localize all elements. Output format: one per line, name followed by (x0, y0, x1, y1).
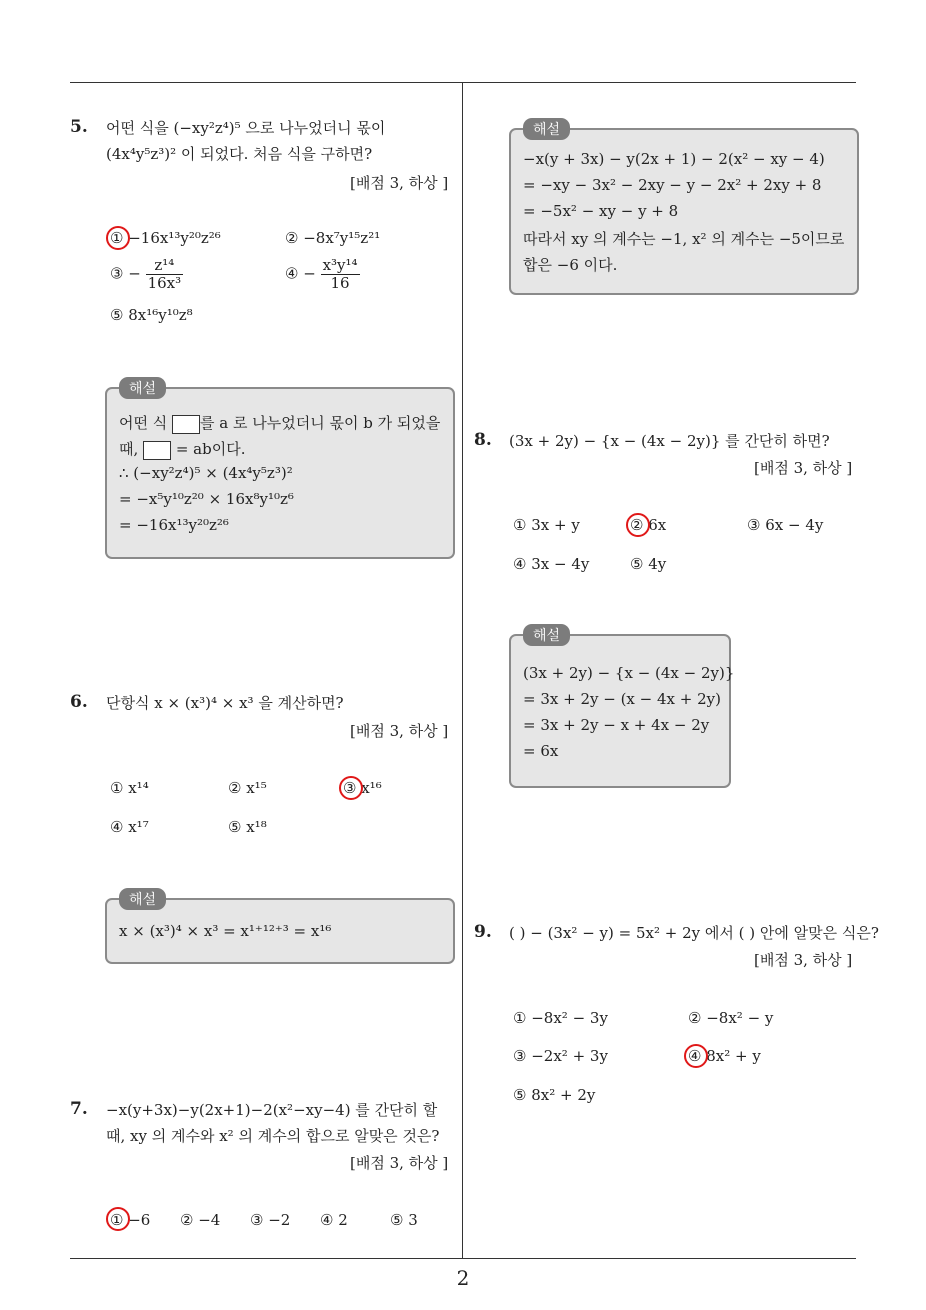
question-8-number: 8. (474, 430, 492, 450)
question-9-number: 9. (474, 922, 492, 942)
q9-choice-3[interactable]: ③ −2x² + 3y (513, 1047, 608, 1065)
q8-choice-3[interactable]: ③ 6x − 4y (747, 516, 824, 534)
q8-sol-line2: = 3x + 2y − (x − 4x + 2y) (523, 690, 721, 708)
q5-solution-tag: 해설 (119, 377, 166, 399)
q6-answer-circle (339, 776, 363, 800)
q7-sol-line3: = −5x² − xy − y + 8 (523, 202, 679, 220)
q6-solution-tag: 해설 (119, 888, 166, 910)
q5-sol-line2-b: = ab이다. (175, 440, 246, 458)
column-divider (462, 83, 463, 1258)
q5-choice-4-fraction (321, 257, 360, 292)
question-9-score: [배점 3, 하상 ] (754, 951, 853, 969)
q6-choice-2[interactable]: ② x¹⁵ (228, 779, 267, 797)
q8-choice-4[interactable]: ④ 3x − 4y (513, 555, 590, 573)
q5-solution-box (105, 387, 455, 559)
q7-sol-line2: = −xy − 3x² − 2xy − y − 2x² + 2xy + 8 (523, 176, 822, 194)
q8-choice-2[interactable]: ② 6x (630, 516, 667, 534)
q5-choice-3[interactable] (110, 257, 183, 292)
q5-choice-4-denominator: 16 (330, 274, 350, 292)
q5-sol-line1 (119, 412, 440, 434)
question-6-text: 단항식 x × (x³)⁴ × x³ 을 계산하면? (106, 694, 344, 712)
q8-sol-line4: = 6x (523, 742, 559, 760)
question-7-score: [배점 3, 하상 ] (350, 1154, 449, 1172)
q9-answer-circle (684, 1044, 708, 1068)
q5-choice-4[interactable] (285, 257, 360, 292)
q7-sol-line1: −x(y + 3x) − y(2x + 1) − 2(x² − xy − 4) (523, 150, 825, 168)
question-8-score: [배점 3, 하상 ] (754, 459, 853, 477)
bottom-rule (70, 1258, 856, 1259)
q5-sol-line2 (119, 438, 245, 460)
q8-choice-5[interactable]: ⑤ 4y (630, 555, 667, 573)
q8-answer-circle (626, 513, 650, 537)
q9-choice-5[interactable]: ⑤ 8x² + 2y (513, 1086, 596, 1104)
q8-solution-box (509, 634, 735, 788)
q7-sol-line5: 합은 −6 이다. (523, 256, 618, 274)
q8-sol-line3: = 3x + 2y − x + 4x − 2y (523, 716, 710, 734)
q8-solution-tag: 해설 (523, 624, 570, 646)
blank-box (172, 415, 200, 434)
q7-choice-1[interactable]: ① −6 (110, 1211, 151, 1229)
q7-choice-3[interactable]: ③ −2 (250, 1211, 291, 1229)
q5-choice-3-numerator: z¹⁴ (146, 257, 184, 275)
question-7-number: 7. (70, 1099, 88, 1119)
q5-choice-4-prefix: ④ − (285, 264, 316, 283)
q7-choice-2[interactable]: ② −4 (180, 1211, 221, 1229)
q5-choice-3-prefix: ③ − (110, 264, 141, 283)
question-8-text: (3x + 2y) − {x − (4x − 2y)} 를 간단히 하면? (509, 432, 830, 450)
q5-choice-4-numerator: x³y¹⁴ (322, 256, 358, 274)
question-7-text-line1: −x(y+3x)−y(2x+1)−2(x²−xy−4) 를 간단히 할 (106, 1101, 438, 1119)
q5-answer-circle (106, 226, 130, 250)
q9-choice-1[interactable]: ① −8x² − 3y (513, 1009, 608, 1027)
q9-choice-4[interactable]: ④ 8x² + y (688, 1047, 761, 1065)
q7-answer-circle (106, 1207, 130, 1231)
q6-sol-line1: x × (x³)⁴ × x³ = x¹⁺¹²⁺³ = x¹⁶ (119, 922, 332, 940)
q5-sol-line5: = −16x¹³y²⁰z²⁶ (119, 516, 229, 534)
q5-choice-5[interactable]: ⑤ 8x¹⁶y¹⁰z⁸ (110, 306, 193, 324)
page-number: 2 (456, 1266, 470, 1290)
question-7-text-line2: 때, xy 의 계수와 x² 의 계수의 합으로 알맞은 것은? (106, 1127, 440, 1145)
question-5-number: 5. (70, 117, 88, 137)
question-5-score: [배점 3, 하상 ] (350, 174, 449, 192)
question-6-score: [배점 3, 하상 ] (350, 722, 449, 740)
q7-sol-line4: 따라서 xy 의 계수는 −1, x² 의 계수는 −5이므로 (523, 230, 845, 248)
q5-choice-2[interactable]: ② −8x⁷y¹⁵z²¹ (285, 229, 381, 247)
q5-choice-1[interactable]: ① −16x¹³y²⁰z²⁶ (110, 229, 221, 247)
q8-sol-line1: (3x + 2y) − {x − (4x − 2y)} (523, 664, 735, 682)
q5-choice-3-denominator: 16x³ (147, 274, 182, 292)
q5-choice-3-fraction (146, 257, 184, 292)
q5-sol-line3: ∴ (−xy²z⁴)⁵ × (4x⁴y⁵z³)² (119, 464, 293, 482)
question-5-text-line1: 어떤 식을 (−xy²z⁴)⁵ 으로 나누었더니 몫이 (106, 119, 386, 137)
blank-box (143, 441, 171, 460)
q7-solution-tag: 해설 (523, 118, 570, 140)
q6-choice-3[interactable]: ③ x¹⁶ (343, 779, 382, 797)
q6-choice-4[interactable]: ④ x¹⁷ (110, 818, 149, 836)
q8-choice-1[interactable]: ① 3x + y (513, 516, 580, 534)
q5-sol-line4: = −x⁵y¹⁰z²⁰ × 16x⁸y¹⁰z⁶ (119, 490, 294, 508)
q9-choice-2[interactable]: ② −8x² − y (688, 1009, 774, 1027)
q5-sol-line1-b: 를 a 로 나누었더니 몫이 b 가 되었을 (200, 414, 441, 432)
top-rule (70, 82, 856, 83)
question-9-text: ( ) − (3x² − y) = 5x² + 2y 에서 ( ) 안에 알맞은 식은? (509, 924, 879, 942)
q7-choice-4[interactable]: ④ 2 (320, 1211, 348, 1229)
question-5-text-line2: (4x⁴y⁵z³)² 이 되었다. 처음 식을 구하면? (106, 145, 373, 163)
q6-choice-5[interactable]: ⑤ x¹⁸ (228, 818, 267, 836)
q5-sol-line1-a: 어떤 식 (119, 414, 168, 432)
q5-sol-line2-a: 때, (119, 440, 139, 458)
question-6-number: 6. (70, 692, 88, 712)
q7-choice-5[interactable]: ⑤ 3 (390, 1211, 418, 1229)
q6-choice-1[interactable]: ① x¹⁴ (110, 779, 149, 797)
q7-solution-box (509, 128, 859, 295)
